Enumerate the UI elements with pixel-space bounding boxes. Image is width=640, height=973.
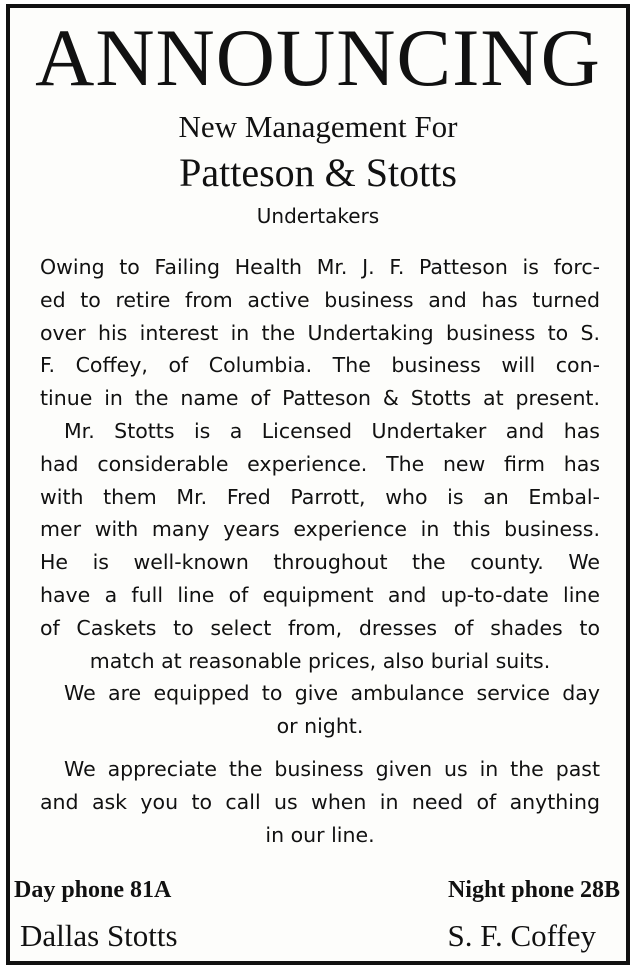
body-line: had considerable experience. The new firm has — [40, 451, 600, 476]
body-line: match at reasonable prices, also burial suits. — [89, 648, 551, 673]
day-phone: Day phone 81A — [14, 877, 172, 903]
body-line: mer with many years experience in this business. — [40, 517, 600, 542]
body-line: of Caskets to select from, dresses of shades to — [40, 615, 600, 640]
body-line: tinue in the name of Patteson & Stotts at present. — [40, 386, 600, 411]
body-line: in our line. — [265, 822, 375, 847]
body-line: and ask you to call us when in need of anything — [40, 789, 600, 814]
night-phone: Night phone 28B — [447, 877, 620, 903]
business-type: Undertakers — [256, 204, 380, 228]
advertisement — [6, 4, 630, 965]
body-line: Mr. Stotts is a Licensed Undertaker and has — [64, 418, 600, 443]
body-line: ed to retire from active business and has turned — [40, 287, 600, 312]
body-line: or night. — [276, 714, 364, 739]
signature-right: S. F. Coffey — [447, 918, 596, 953]
body-line: We are equipped to give ambulance service day — [64, 681, 600, 706]
firm-name: Patteson & Stotts — [179, 150, 457, 195]
body-line: with them Mr. Fred Parrott, who is an Embal- — [40, 484, 600, 509]
body-line: He is well-known throughout the county. We — [40, 550, 600, 575]
announcement-body — [40, 251, 600, 851]
subheading: New Management For — [178, 109, 458, 144]
headline: ANNOUNCING — [35, 12, 601, 103]
body-line: Owing to Failing Health Mr. J. F. Patteson is forc- — [40, 255, 600, 279]
body-line: over his interest in the Undertaking business to S. — [40, 320, 600, 345]
body-line: F. Coffey, of Columbia. The business will con- — [40, 353, 600, 378]
body-line: have a full line of equipment and up-to-date line — [40, 582, 600, 607]
signature-left: Dallas Stotts — [20, 918, 178, 953]
body-line: We appreciate the business given us in the past — [64, 756, 600, 781]
